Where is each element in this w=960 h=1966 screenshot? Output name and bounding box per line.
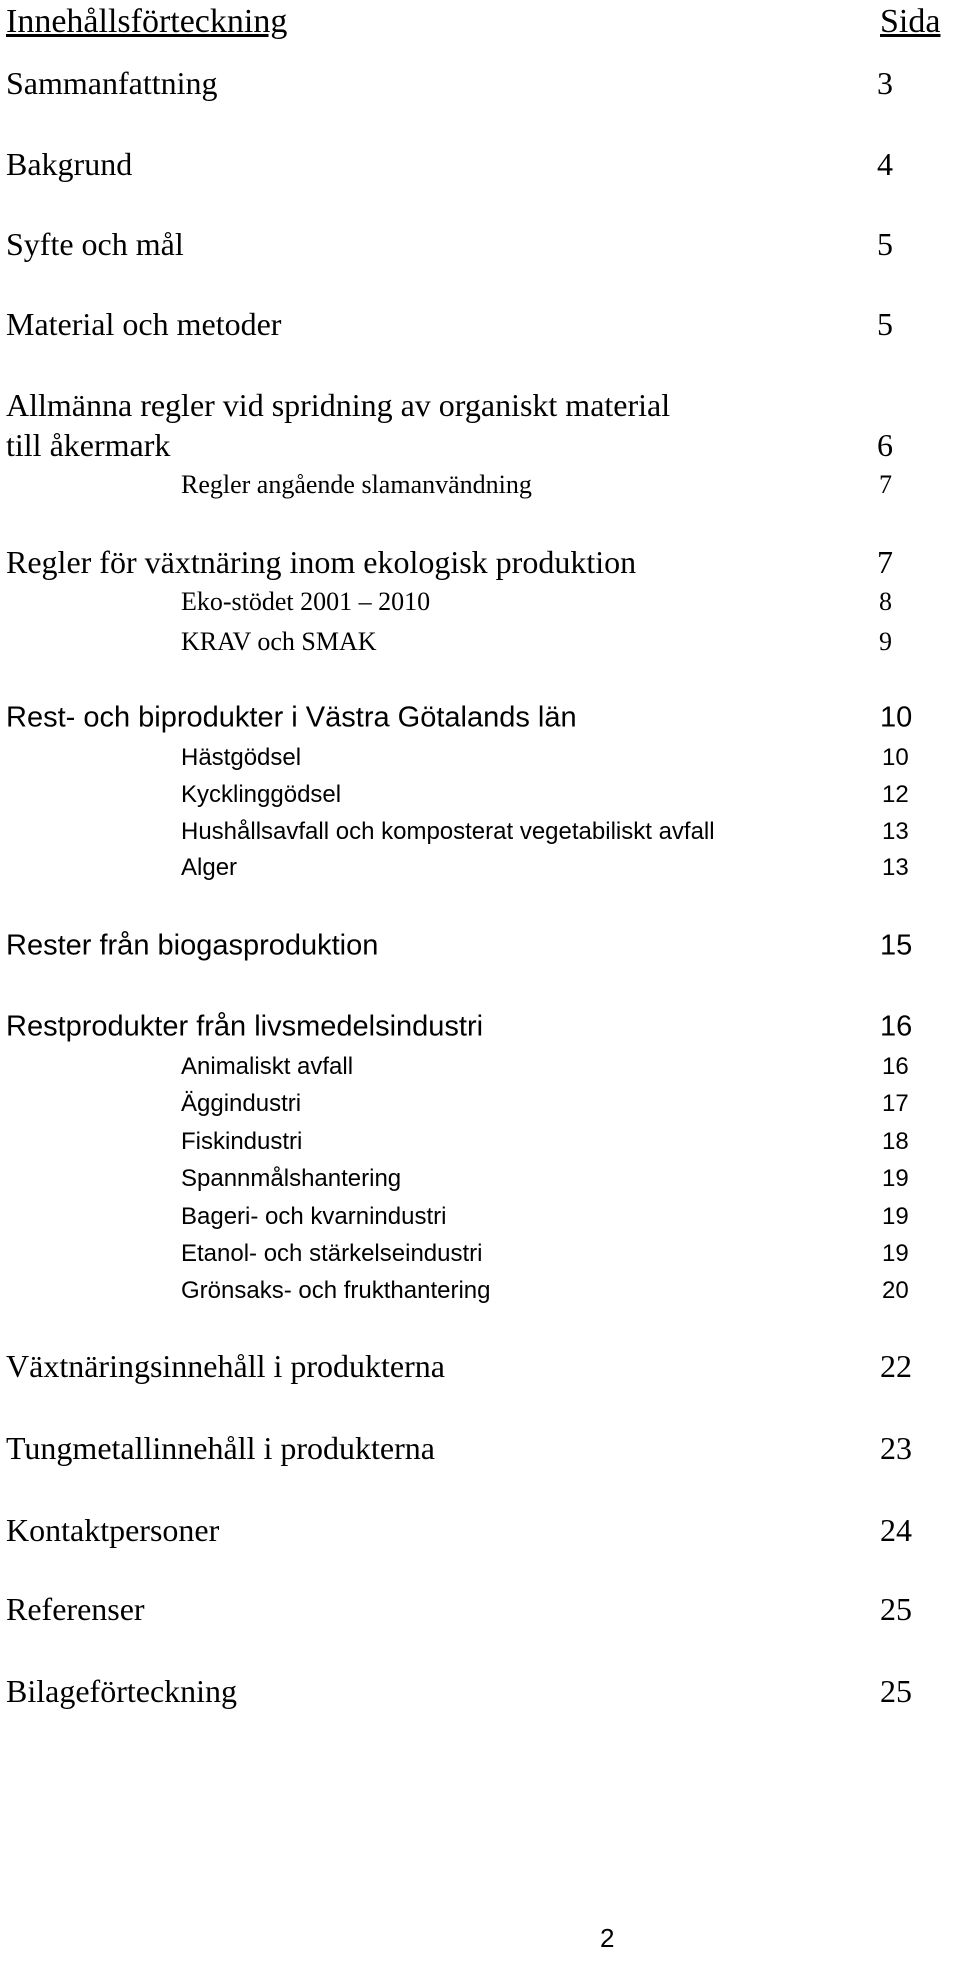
toc-subentry-label: Äggindustri xyxy=(181,1090,302,1117)
toc-subentry-page: 9 xyxy=(879,627,892,656)
toc-subentry-label: Kycklinggödsel xyxy=(181,781,342,808)
toc-entry-label: Restprodukter från livsmedelsindustri xyxy=(6,1010,484,1043)
toc-subentry-page: 7 xyxy=(879,470,892,499)
toc-subentry-page: 10 xyxy=(882,744,909,771)
toc-subentry-label: Eko-stödet 2001 – 2010 xyxy=(181,587,431,616)
toc-entry-page: 10 xyxy=(880,701,913,734)
toc-entry-label: Rester från biogasproduktion xyxy=(6,929,379,962)
toc-entry-page: 23 xyxy=(880,1430,912,1466)
toc-entry-label-continued: till åkermark xyxy=(6,427,171,463)
toc-entry-page: 3 xyxy=(877,65,893,101)
toc-entry-label: Syfte och mål xyxy=(6,226,184,262)
toc-subentry-page: 20 xyxy=(882,1277,909,1304)
toc-entry-page: 25 xyxy=(880,1673,912,1709)
toc-subentry-label: Hästgödsel xyxy=(181,744,302,771)
toc-entry-page: 4 xyxy=(877,146,893,182)
toc-entry-page: 6 xyxy=(877,427,893,463)
toc-entry-label: Tungmetallinnehåll i produkterna xyxy=(6,1430,435,1466)
toc-entry-page: 22 xyxy=(880,1348,912,1384)
toc-entry-page: 24 xyxy=(880,1512,912,1548)
toc-entry-label: Kontaktpersoner xyxy=(6,1512,220,1548)
toc-entry-label: Bilageförteckning xyxy=(6,1673,238,1709)
toc-entry-page: 5 xyxy=(877,226,893,262)
toc-entry-page: 5 xyxy=(877,306,893,342)
toc-title: Innehållsförteckning xyxy=(6,3,288,40)
page-column-header: Sida xyxy=(880,3,941,40)
toc-entry-page: 7 xyxy=(877,544,893,580)
toc-subentry-label: Hushållsavfall och komposterat vegetabiliskt avfall xyxy=(181,818,715,845)
toc-entry-page: 25 xyxy=(880,1591,912,1627)
toc-subentry-page: 12 xyxy=(882,781,909,808)
toc-entry-label: Regler för växtnäring inom ekologisk produktion xyxy=(6,544,637,580)
toc-subentry-page: 18 xyxy=(882,1128,909,1155)
toc-subentry-label: Grönsaks- och frukthantering xyxy=(181,1277,491,1304)
toc-subentry-label: Alger xyxy=(181,854,238,881)
toc-subentry-label: Etanol- och stärkelseindustri xyxy=(181,1240,483,1267)
toc-subentry-label: Regler angående slamanvändning xyxy=(181,470,532,499)
toc-subentry-page: 13 xyxy=(882,818,909,845)
toc-subentry-page: 16 xyxy=(882,1053,909,1080)
toc-subentry-label: Spannmålshantering xyxy=(181,1165,402,1192)
footer-page-number: 2 xyxy=(600,1923,615,1953)
toc-entry-label: Sammanfattning xyxy=(6,65,218,101)
toc-subentry-page: 19 xyxy=(882,1203,909,1230)
toc-subentry-page: 13 xyxy=(882,854,909,881)
toc-entry-label: Bakgrund xyxy=(6,146,133,182)
toc-subentry-label: Bageri- och kvarnindustri xyxy=(181,1203,447,1230)
toc-subentry-page: 19 xyxy=(882,1240,909,1267)
toc-subentry-page: 8 xyxy=(879,587,892,616)
toc-subentry-page: 17 xyxy=(882,1090,909,1117)
toc-entry-page: 15 xyxy=(880,929,913,962)
toc-subentry-label: KRAV och SMAK xyxy=(181,627,377,656)
toc-entry-label: Allmänna regler vid spridning av organiskt material xyxy=(6,387,671,423)
toc-entry-label: Referenser xyxy=(6,1591,145,1627)
toc-entry-label: Material och metoder xyxy=(6,306,282,342)
toc-entry-label: Rest- och biprodukter i Västra Götalands län xyxy=(6,701,577,734)
toc-entry-page: 16 xyxy=(880,1010,913,1043)
toc-entry-label: Växtnäringsinnehåll i produkterna xyxy=(6,1348,445,1384)
toc-subentry-page: 19 xyxy=(882,1165,909,1192)
toc-subentry-label: Fiskindustri xyxy=(181,1128,303,1155)
toc-subentry-label: Animaliskt avfall xyxy=(181,1053,354,1080)
